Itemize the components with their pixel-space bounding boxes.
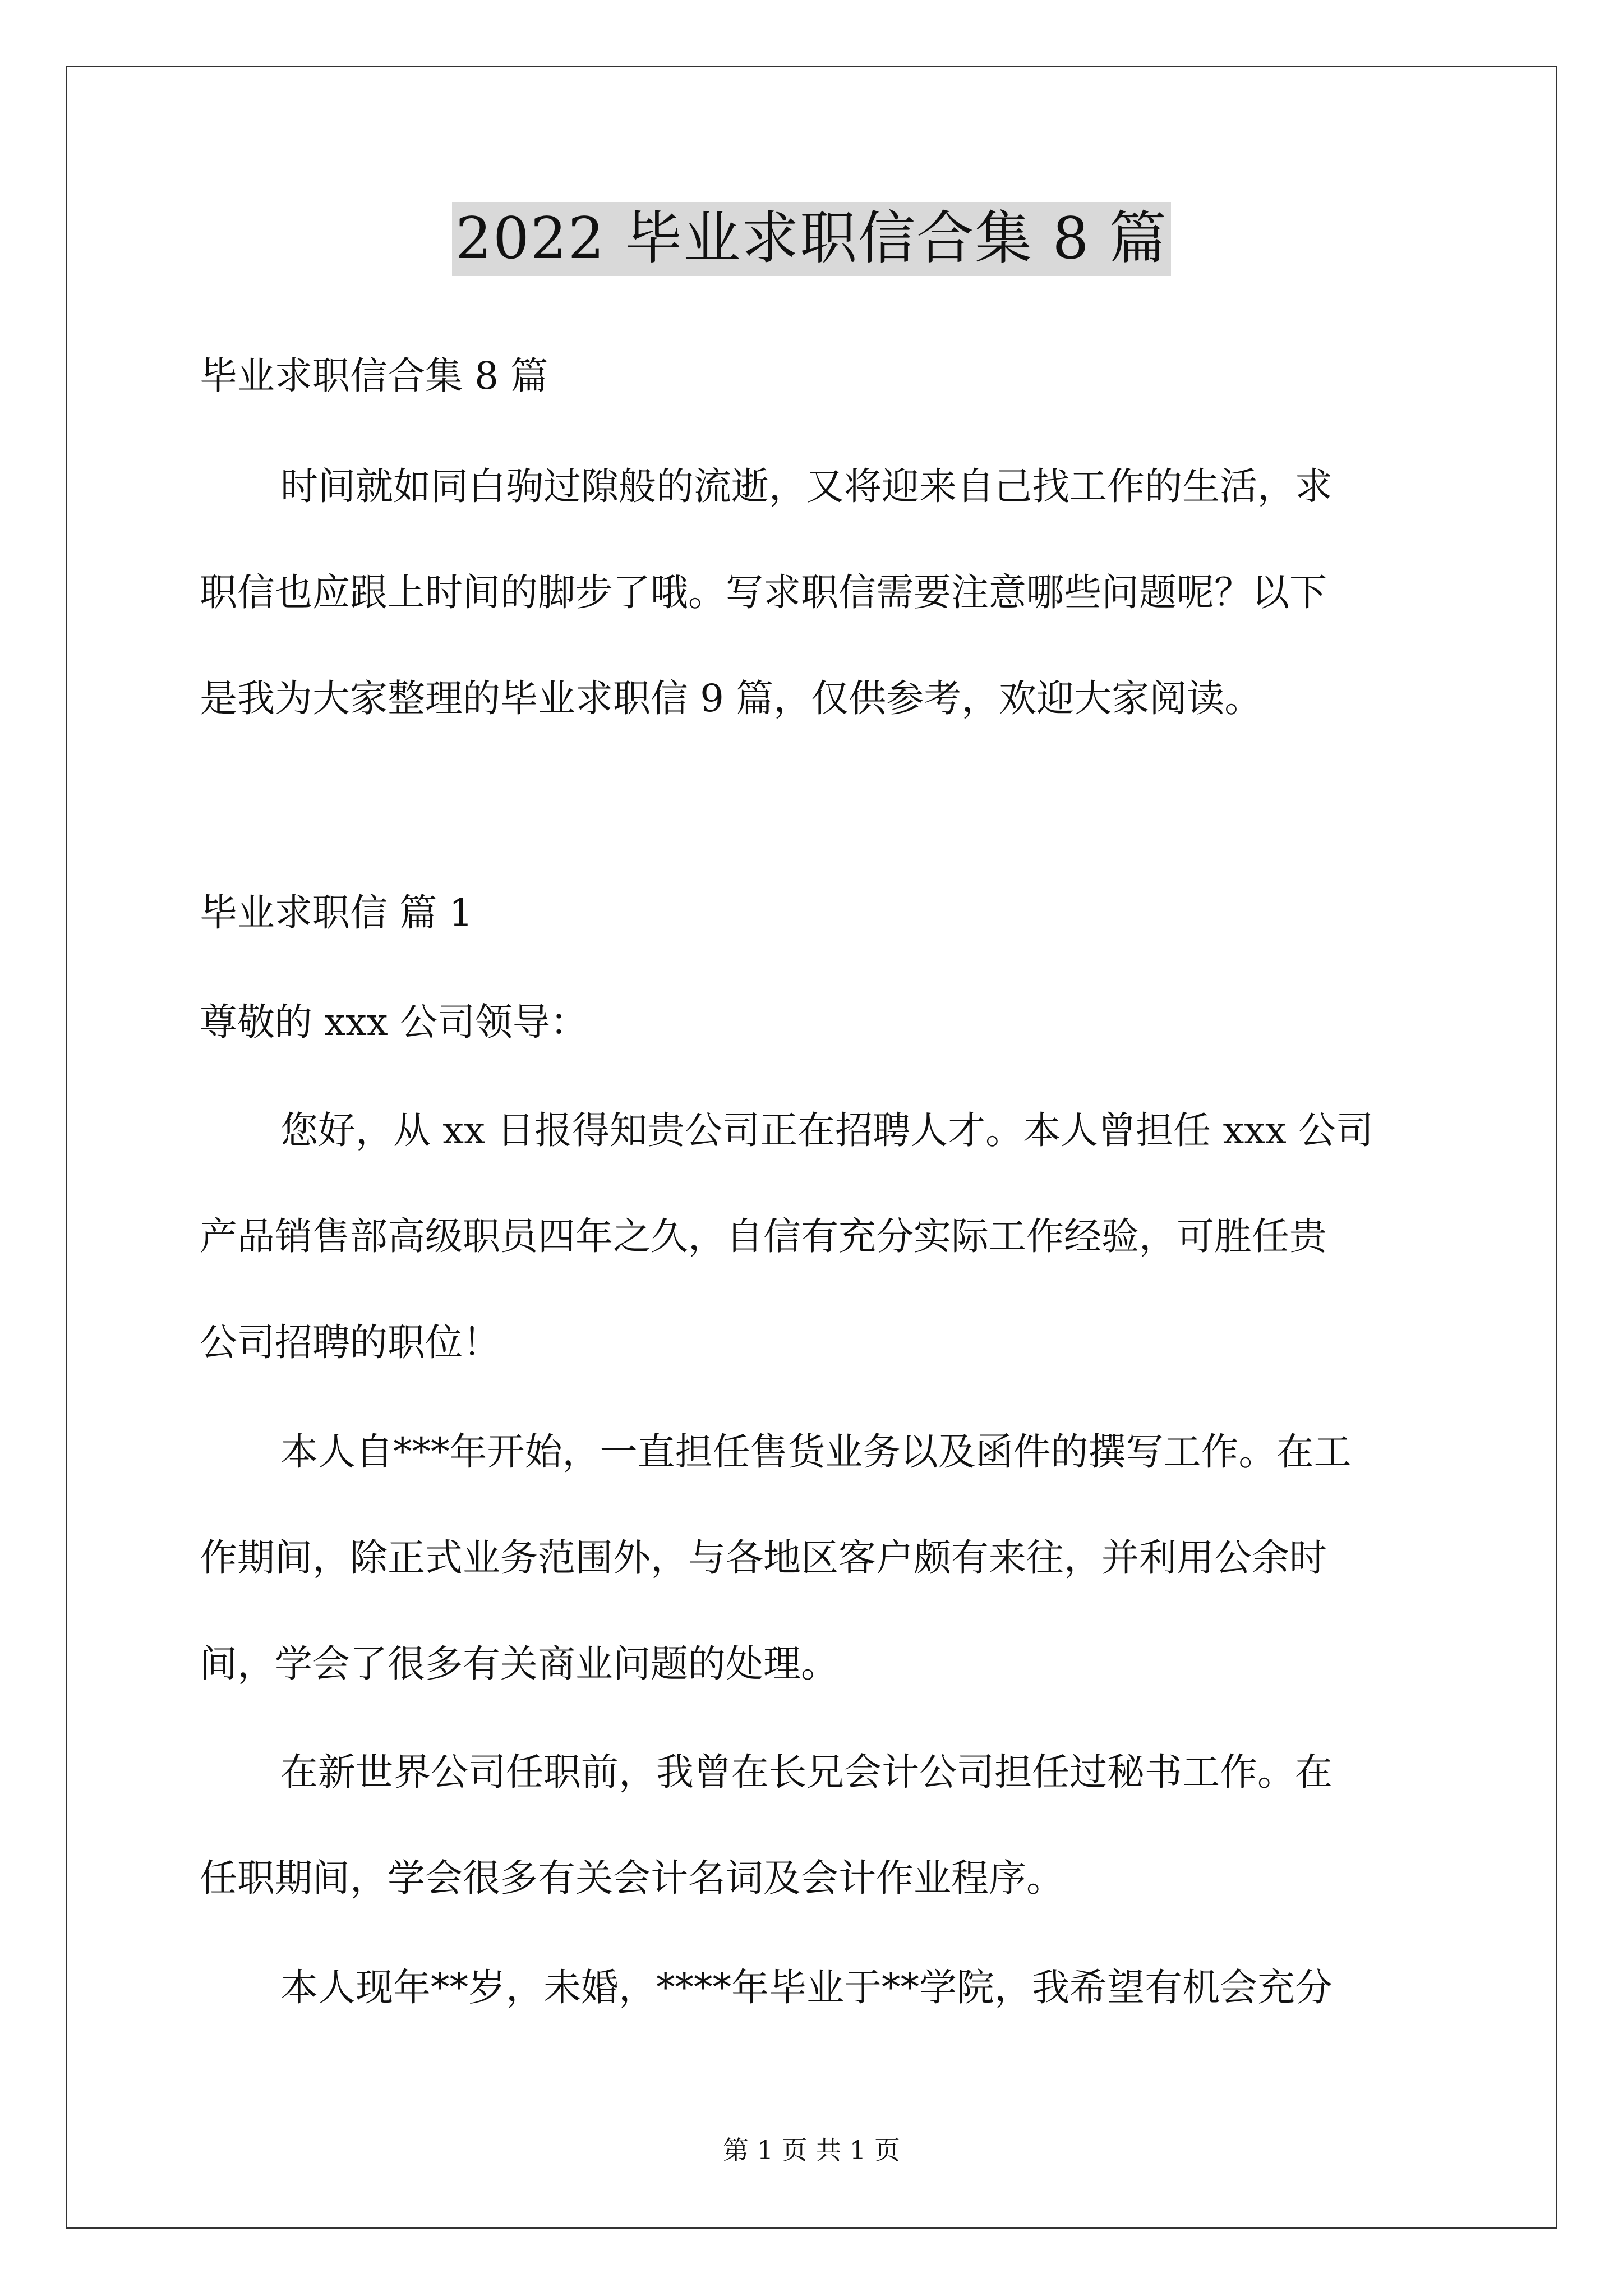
title-container — [0, 202, 1623, 276]
document-title: 2022 毕业求职信合集 8 篇 — [452, 202, 1171, 276]
paragraph-line: 您好，从 xx 日报得知贵公司正在招聘人才。本人曾担任 xxx 公司 — [280, 1108, 1374, 1152]
salutation: 尊敬的 xxx 公司领导： — [200, 1000, 588, 1044]
paragraph-line: 在新世界公司任职前，我曾在长兄会计公司担任过秘书工作。在 — [280, 1750, 1332, 1794]
paragraph-line: 职信也应跟上时间的脚步了哦。写求职信需要注意哪些问题呢？以下 — [200, 570, 1327, 614]
page-footer: 第 1 页 共 1 页 — [723, 2135, 900, 2165]
paragraph-line: 时间就如同白驹过隙般的流逝，又将迎来自己找工作的生活，求 — [280, 464, 1332, 508]
paragraph-line: 作期间，除正式业务范围外，与各地区客户颇有来往，并利用公余时 — [200, 1536, 1327, 1580]
paragraph-line: 本人自***年开始，一直担任售货业务以及函件的撰写工作。在工 — [280, 1430, 1352, 1474]
paragraph-line: 本人现年**岁，未婚，****年毕业于**学院，我希望有机会充分 — [280, 1966, 1332, 2009]
section-heading: 毕业求职信 篇 1 — [200, 891, 473, 935]
section-heading: 毕业求职信合集 8 篇 — [200, 354, 548, 398]
paragraph-line: 是我为大家整理的毕业求职信 9 篇，仅供参考，欢迎大家阅读。 — [200, 677, 1262, 720]
paragraph-line: 公司招聘的职位！ — [200, 1320, 500, 1364]
paragraph-line: 产品销售部高级职员四年之久，自信有充分实际工作经验，可胜任贵 — [200, 1214, 1327, 1258]
paragraph-line: 间，学会了很多有关商业问题的处理。 — [200, 1642, 838, 1686]
paragraph-line: 任职期间，学会很多有关会计名词及会计作业程序。 — [200, 1856, 1064, 1900]
